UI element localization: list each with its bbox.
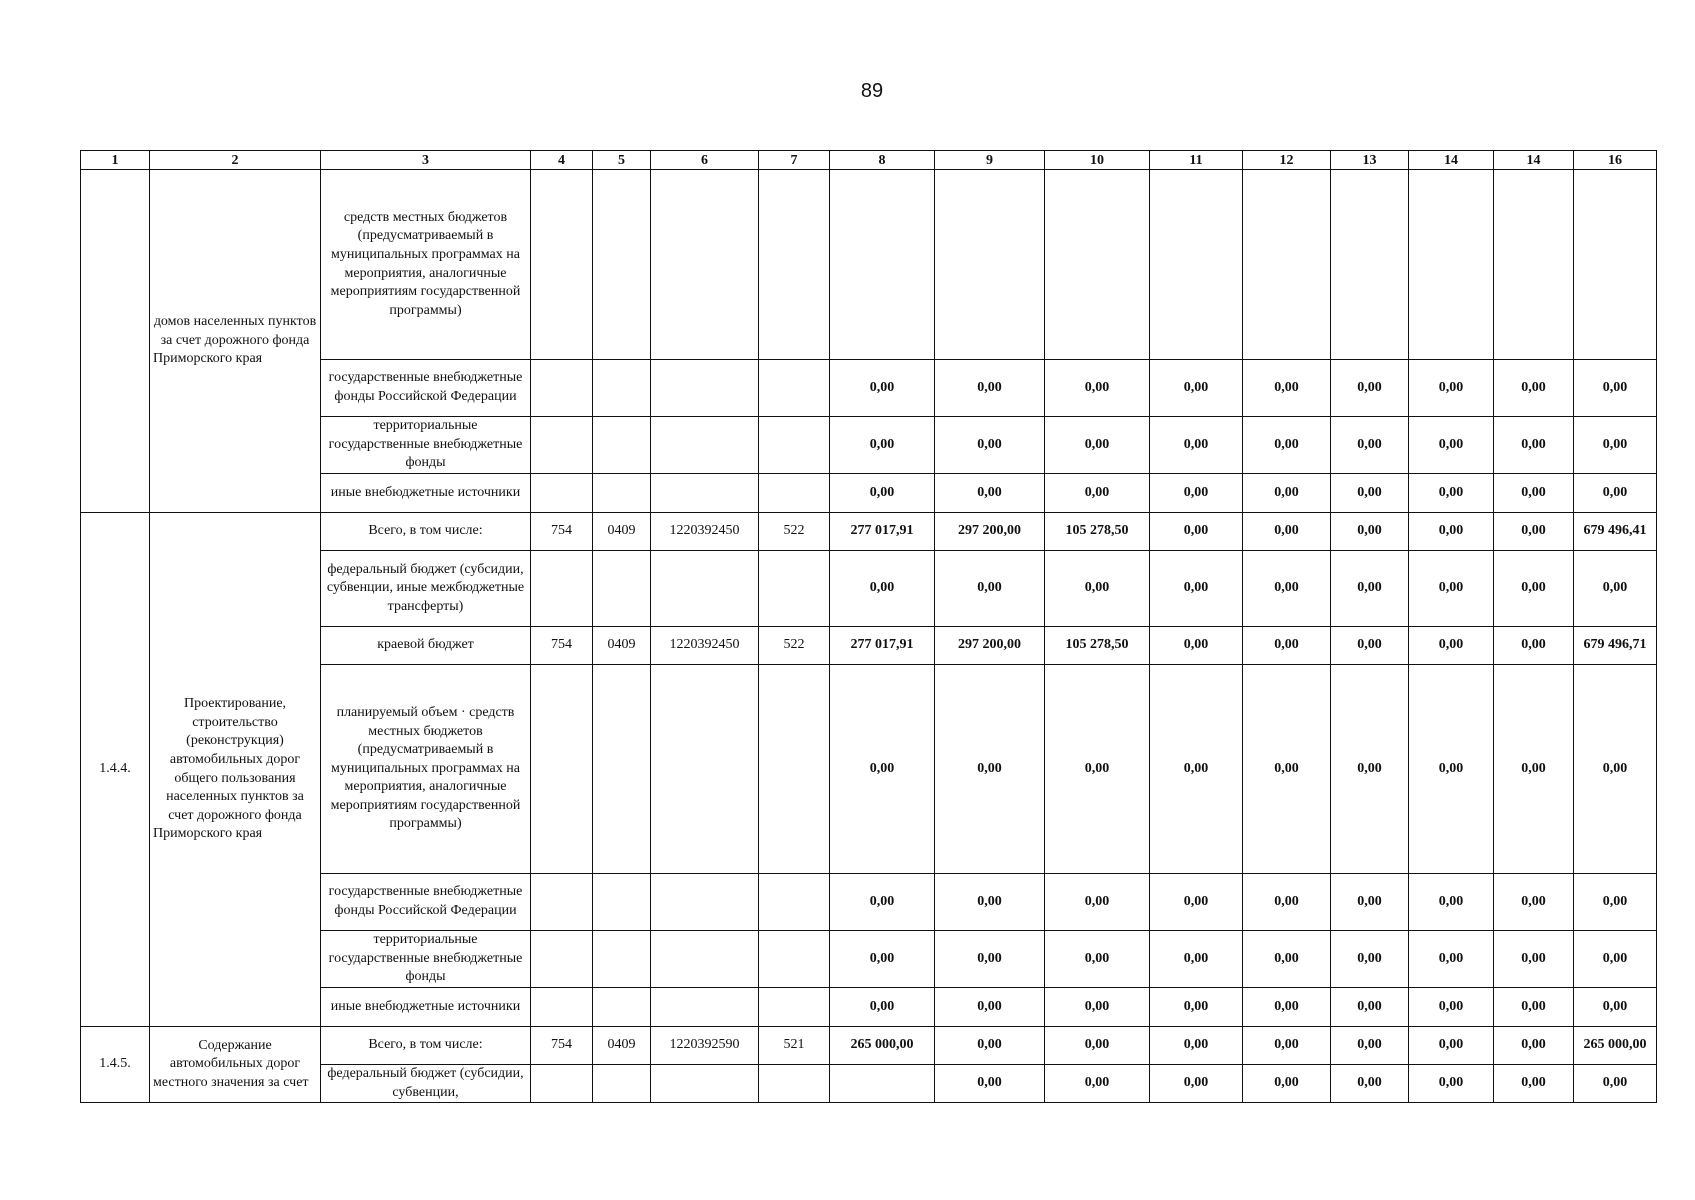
header-cell: 9	[935, 151, 1045, 170]
value-cell	[531, 931, 593, 988]
value-cell: 0,00	[1494, 665, 1574, 874]
value-cell: 0,00	[1331, 551, 1409, 627]
source-cell: планируемый объем · средств местных бюджетов (предусматриваемый в муниципальных программах на мероприятия, аналогичные мероприятиям государственной программы)	[321, 665, 531, 874]
item-id-cell: 1.4.5.	[81, 1027, 150, 1103]
value-cell	[759, 874, 830, 931]
value-cell: 0,00	[1574, 360, 1657, 417]
value-cell: 0,00	[1045, 874, 1150, 931]
value-cell: 0409	[593, 1027, 651, 1065]
value-cell: 0,00	[935, 1027, 1045, 1065]
value-cell	[593, 170, 651, 360]
value-cell	[593, 665, 651, 874]
value-cell: 0,00	[1243, 874, 1331, 931]
value-cell: 0,00	[935, 665, 1045, 874]
value-cell: 0,00	[1150, 874, 1243, 931]
value-cell	[1243, 170, 1331, 360]
value-cell	[651, 170, 759, 360]
value-cell: 0,00	[935, 874, 1045, 931]
value-cell: 0,00	[1574, 551, 1657, 627]
value-cell	[1150, 170, 1243, 360]
header-cell: 14	[1409, 151, 1494, 170]
value-cell: 1220392590	[651, 1027, 759, 1065]
value-cell	[759, 170, 830, 360]
header-cell: 11	[1150, 151, 1243, 170]
table-row	[81, 513, 1657, 551]
value-cell: 0,00	[1150, 988, 1243, 1027]
item-name-cell: Содержание автомобильных дорог местного значения за счет	[150, 1027, 321, 1103]
value-cell	[1331, 170, 1409, 360]
header-cell: 5	[593, 151, 651, 170]
value-cell	[759, 988, 830, 1027]
value-cell: 0,00	[1045, 988, 1150, 1027]
header-cell: 7	[759, 151, 830, 170]
value-cell: 0,00	[1574, 874, 1657, 931]
value-cell: 0,00	[935, 1065, 1045, 1103]
value-cell: 0,00	[1243, 665, 1331, 874]
value-cell: 0,00	[830, 988, 935, 1027]
value-cell: 0,00	[1409, 1065, 1494, 1103]
value-cell	[531, 474, 593, 513]
value-cell: 1220392450	[651, 627, 759, 665]
value-cell: 0,00	[1494, 360, 1574, 417]
value-cell: 0,00	[1409, 474, 1494, 513]
value-cell	[651, 1065, 759, 1103]
value-cell: 0,00	[1150, 1065, 1243, 1103]
source-cell: краевой бюджет	[321, 627, 531, 665]
source-cell: иные внебюджетные источники	[321, 988, 531, 1027]
value-cell	[651, 874, 759, 931]
value-cell: 754	[531, 1027, 593, 1065]
header-cell: 1	[81, 151, 150, 170]
value-cell	[759, 1065, 830, 1103]
source-cell: Всего, в том числе:	[321, 513, 531, 551]
value-cell: 0,00	[1243, 417, 1331, 474]
value-cell	[593, 474, 651, 513]
value-cell: 0,00	[830, 874, 935, 931]
value-cell: 0,00	[1045, 665, 1150, 874]
value-cell: 0,00	[1331, 513, 1409, 551]
value-cell: 0,00	[1494, 874, 1574, 931]
value-cell: 679 496,71	[1574, 627, 1657, 665]
item-name-cell: домов населенных пунктов за счет дорожного фонда Приморского края	[150, 170, 321, 513]
item-id-cell	[81, 170, 150, 513]
value-cell	[1045, 170, 1150, 360]
value-cell	[651, 551, 759, 627]
value-cell: 0,00	[1243, 1065, 1331, 1103]
header-cell: 13	[1331, 151, 1409, 170]
value-cell: 0,00	[1494, 474, 1574, 513]
value-cell: 0,00	[1494, 931, 1574, 988]
source-cell: территориальные государственные внебюджетные фонды	[321, 931, 531, 988]
value-cell: 754	[531, 627, 593, 665]
value-cell	[593, 1065, 651, 1103]
value-cell: 0,00	[1243, 1027, 1331, 1065]
value-cell: 0,00	[830, 417, 935, 474]
value-cell: 277 017,91	[830, 513, 935, 551]
value-cell	[531, 665, 593, 874]
header-row	[81, 151, 1657, 170]
value-cell	[1409, 170, 1494, 360]
source-cell: Всего, в том числе:	[321, 1027, 531, 1065]
value-cell	[593, 417, 651, 474]
value-cell	[759, 417, 830, 474]
source-cell: иные внебюджетные источники	[321, 474, 531, 513]
value-cell: 0,00	[1045, 474, 1150, 513]
header-cell: 16	[1574, 151, 1657, 170]
value-cell: 0,00	[1243, 474, 1331, 513]
value-cell: 0,00	[935, 474, 1045, 513]
value-cell: 0,00	[1494, 417, 1574, 474]
source-cell: государственные внебюджетные фонды Российской Федерации	[321, 360, 531, 417]
value-cell: 0,00	[1331, 1065, 1409, 1103]
value-cell: 0,00	[935, 360, 1045, 417]
value-cell: 0,00	[830, 474, 935, 513]
value-cell: 0409	[593, 627, 651, 665]
value-cell: 0,00	[1045, 1027, 1150, 1065]
value-cell: 0,00	[935, 551, 1045, 627]
value-cell	[1574, 170, 1657, 360]
value-cell: 0409	[593, 513, 651, 551]
value-cell: 0,00	[1574, 988, 1657, 1027]
item-name-cell: Проектирование, строительство (реконструкция) автомобильных дорог общего пользования населенных пунктов за счет дорожного фонда Приморского края	[150, 513, 321, 1027]
item-id-cell: 1.4.4.	[81, 513, 150, 1027]
value-cell: 0,00	[1150, 513, 1243, 551]
value-cell: 0,00	[1150, 417, 1243, 474]
value-cell: 1220392450	[651, 513, 759, 551]
value-cell: 0,00	[1331, 474, 1409, 513]
header-cell: 4	[531, 151, 593, 170]
value-cell: 0,00	[1150, 474, 1243, 513]
value-cell: 0,00	[1045, 417, 1150, 474]
value-cell	[1494, 170, 1574, 360]
header-cell: 6	[651, 151, 759, 170]
budget-table	[80, 150, 1657, 1103]
value-cell: 0,00	[1494, 988, 1574, 1027]
value-cell: 0,00	[1409, 551, 1494, 627]
value-cell: 0,00	[1045, 551, 1150, 627]
value-cell	[759, 360, 830, 417]
value-cell	[593, 874, 651, 931]
value-cell: 0,00	[1150, 931, 1243, 988]
value-cell	[593, 360, 651, 417]
value-cell: 0,00	[1331, 874, 1409, 931]
value-cell	[531, 360, 593, 417]
value-cell: 0,00	[1574, 474, 1657, 513]
value-cell: 297 200,00	[935, 627, 1045, 665]
value-cell: 0,00	[1331, 665, 1409, 874]
value-cell	[759, 551, 830, 627]
value-cell: 277 017,91	[830, 627, 935, 665]
header-cell: 8	[830, 151, 935, 170]
value-cell: 0,00	[1409, 988, 1494, 1027]
value-cell: 297 200,00	[935, 513, 1045, 551]
source-cell: федеральный бюджет (субсидии, субвенции, иные межбюджетные трансферты)	[321, 551, 531, 627]
header-cell: 2	[150, 151, 321, 170]
value-cell	[531, 988, 593, 1027]
value-cell: 0,00	[1243, 360, 1331, 417]
value-cell: 0,00	[1331, 988, 1409, 1027]
value-cell: 0,00	[830, 551, 935, 627]
value-cell: 0,00	[1494, 627, 1574, 665]
value-cell: 0,00	[1409, 417, 1494, 474]
value-cell: 0,00	[1150, 551, 1243, 627]
source-cell: средств местных бюджетов (предусматриваемый в муниципальных программах на мероприятия, аналогичные мероприятиям государственной программы)	[321, 170, 531, 360]
page-number: 89	[860, 80, 884, 102]
source-cell: территориальные государственные внебюджетные фонды	[321, 417, 531, 474]
value-cell: 0,00	[1494, 513, 1574, 551]
value-cell: 0,00	[935, 417, 1045, 474]
value-cell: 0,00	[1150, 665, 1243, 874]
value-cell: 0,00	[1409, 627, 1494, 665]
value-cell	[830, 1065, 935, 1103]
value-cell	[759, 474, 830, 513]
value-cell	[531, 170, 593, 360]
value-cell: 0,00	[1243, 988, 1331, 1027]
value-cell: 0,00	[1574, 417, 1657, 474]
value-cell: 0,00	[1150, 360, 1243, 417]
value-cell	[651, 360, 759, 417]
value-cell: 105 278,50	[1045, 513, 1150, 551]
value-cell: 0,00	[1409, 513, 1494, 551]
header-cell: 14	[1494, 151, 1574, 170]
value-cell	[651, 988, 759, 1027]
value-cell: 754	[531, 513, 593, 551]
value-cell: 521	[759, 1027, 830, 1065]
value-cell	[651, 931, 759, 988]
value-cell: 0,00	[1574, 1065, 1657, 1103]
header-cell: 10	[1045, 151, 1150, 170]
value-cell: 0,00	[1409, 874, 1494, 931]
value-cell: 0,00	[1331, 627, 1409, 665]
value-cell: 0,00	[1331, 417, 1409, 474]
value-cell	[759, 665, 830, 874]
value-cell: 0,00	[1494, 1065, 1574, 1103]
value-cell	[593, 551, 651, 627]
value-cell	[531, 417, 593, 474]
value-cell	[651, 665, 759, 874]
value-cell: 0,00	[1150, 1027, 1243, 1065]
value-cell: 522	[759, 627, 830, 665]
value-cell: 0,00	[1331, 1027, 1409, 1065]
value-cell: 105 278,50	[1045, 627, 1150, 665]
value-cell	[531, 874, 593, 931]
value-cell	[531, 551, 593, 627]
value-cell: 0,00	[1331, 931, 1409, 988]
value-cell: 0,00	[1331, 360, 1409, 417]
value-cell: 0,00	[1045, 360, 1150, 417]
value-cell: 679 496,41	[1574, 513, 1657, 551]
table-row	[81, 1027, 1657, 1065]
source-cell: федеральный бюджет (субсидии, субвенции,	[321, 1065, 531, 1103]
value-cell: 265 000,00	[830, 1027, 935, 1065]
value-cell	[759, 931, 830, 988]
value-cell: 0,00	[830, 665, 935, 874]
value-cell: 0,00	[1150, 627, 1243, 665]
value-cell	[651, 474, 759, 513]
value-cell: 265 000,00	[1574, 1027, 1657, 1065]
value-cell	[593, 931, 651, 988]
value-cell: 0,00	[1494, 551, 1574, 627]
value-cell: 0,00	[1243, 627, 1331, 665]
value-cell: 0,00	[1409, 1027, 1494, 1065]
table-row	[81, 170, 1657, 360]
value-cell: 0,00	[1045, 931, 1150, 988]
value-cell: 522	[759, 513, 830, 551]
value-cell	[593, 988, 651, 1027]
value-cell: 0,00	[1243, 551, 1331, 627]
value-cell: 0,00	[830, 360, 935, 417]
value-cell: 0,00	[1243, 513, 1331, 551]
value-cell: 0,00	[1409, 931, 1494, 988]
value-cell: 0,00	[935, 931, 1045, 988]
value-cell	[531, 1065, 593, 1103]
header-cell: 12	[1243, 151, 1331, 170]
value-cell	[935, 170, 1045, 360]
value-cell	[651, 417, 759, 474]
value-cell: 0,00	[830, 931, 935, 988]
value-cell: 0,00	[1574, 665, 1657, 874]
source-cell: государственные внебюджетные фонды Российской Федерации	[321, 874, 531, 931]
value-cell: 0,00	[935, 988, 1045, 1027]
value-cell: 0,00	[1574, 931, 1657, 988]
value-cell: 0,00	[1243, 931, 1331, 988]
value-cell: 0,00	[1494, 1027, 1574, 1065]
value-cell: 0,00	[1409, 665, 1494, 874]
value-cell: 0,00	[1409, 360, 1494, 417]
value-cell	[830, 170, 935, 360]
value-cell: 0,00	[1045, 1065, 1150, 1103]
header-cell: 3	[321, 151, 531, 170]
